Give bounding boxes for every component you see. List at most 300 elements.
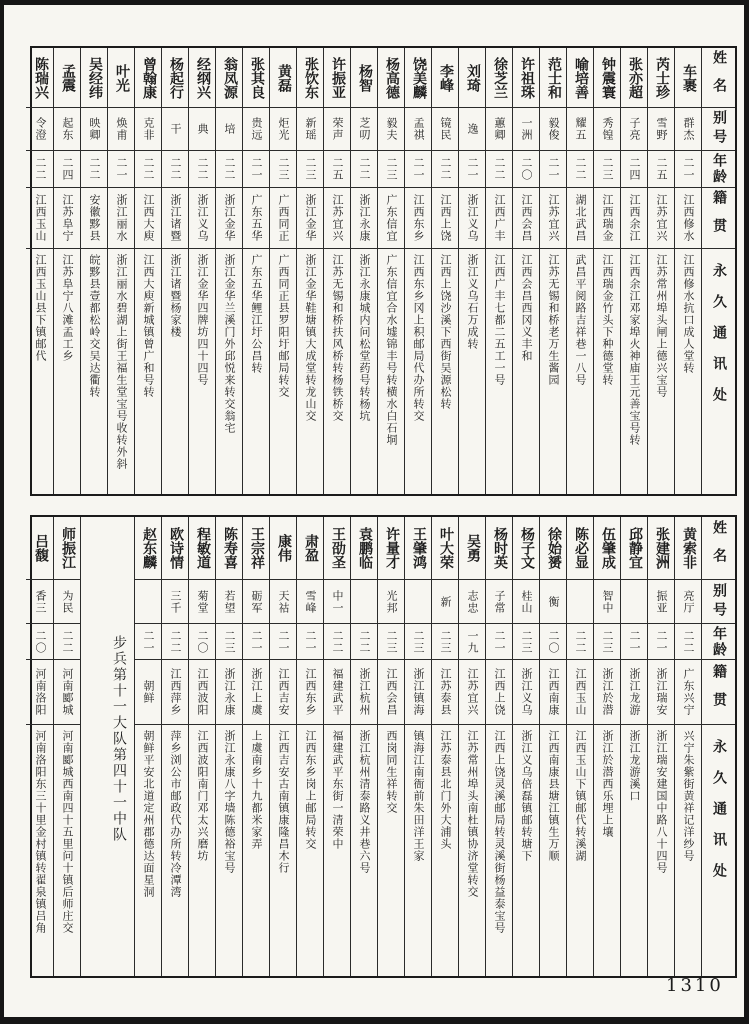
person-name: 许量才	[384, 527, 400, 569]
header-address: 永久通讯处	[711, 263, 727, 418]
person-column	[53, 517, 80, 976]
age-cell: 二一	[108, 151, 134, 188]
alias-cell: 芝叨	[351, 108, 377, 151]
address-cell: 江西波阳南门邓太兴磨坊	[196, 730, 209, 862]
native-cell: 浙江永康	[216, 660, 242, 725]
alias-cell: 若望	[216, 580, 242, 624]
name-cell	[351, 517, 377, 580]
name-cell	[135, 517, 161, 580]
person-name: 孟震	[60, 63, 76, 92]
native-cell: 江苏宜兴	[459, 660, 485, 725]
person-column	[539, 48, 566, 494]
native-cell: 江西广丰	[486, 188, 512, 249]
age-cell: 二五	[324, 151, 350, 188]
age-cell: 二一	[459, 151, 485, 188]
native-cell: 浙江龙游	[621, 660, 647, 725]
alias-cell: 天祜	[270, 580, 296, 624]
person-name: 袁鹏临	[357, 527, 373, 569]
age-cell: 二二	[216, 151, 242, 188]
native-cell: 江西上饶	[432, 188, 458, 249]
alias-cell: 镜民	[432, 108, 458, 151]
native-cell: 江西大庾	[135, 188, 161, 249]
name-cell	[567, 48, 593, 108]
age-cell: 二一	[297, 624, 323, 660]
name-cell	[486, 517, 512, 580]
person-column	[269, 517, 296, 976]
name-cell	[324, 517, 350, 580]
age-cell: 二一	[540, 151, 566, 188]
person-column	[647, 517, 674, 976]
name-cell	[648, 48, 674, 108]
alias-cell: 令澄	[26, 108, 53, 151]
scan-edge-left	[0, 0, 4, 1024]
native-cell: 广东五华	[243, 188, 269, 249]
native-cell: 江西会昌	[378, 660, 404, 725]
alias-cell: 蕙卿	[486, 108, 512, 151]
person-column	[188, 517, 215, 976]
address-cell: 萍乡浏公市邮政代办所转冷潭湾	[169, 730, 182, 898]
name-cell	[567, 517, 593, 580]
name-cell	[540, 48, 566, 108]
person-column	[269, 48, 296, 494]
address-cell: 江西吉安古南镇康隆昌木行	[277, 730, 290, 874]
address-cell: 江西修水抗口成人堂转	[682, 254, 695, 374]
native-cell: 江苏阜宁	[54, 188, 80, 249]
address-cell: 广东信宜合水墟锦丰号转横水白石垌	[385, 254, 398, 446]
age-cell: 二二	[54, 624, 80, 660]
age-cell: 二一	[270, 624, 296, 660]
native-cell: 江苏宜兴	[324, 188, 350, 249]
age-cell: 二一	[243, 624, 269, 660]
person-name: 师振江	[60, 527, 76, 569]
age-cell: 二〇	[189, 624, 215, 660]
name-cell	[162, 517, 188, 580]
age-cell: 二三	[297, 151, 323, 188]
address-cell: 浙江永康城内问松堂药号转杨坑	[358, 254, 371, 422]
age-cell: 二二	[486, 151, 512, 188]
alias-cell	[621, 580, 647, 624]
person-name: 叶大荣	[438, 527, 454, 569]
person-name: 张饮东	[303, 56, 319, 99]
person-column	[404, 48, 431, 494]
person-column	[377, 48, 404, 494]
person-name: 张建洲	[654, 527, 670, 569]
name-cell	[108, 48, 134, 108]
person-name: 张亦超	[627, 56, 643, 99]
age-cell: 二二	[567, 151, 593, 188]
age-cell: 二一	[135, 624, 161, 660]
alias-cell: 衡	[540, 580, 566, 624]
address-cell: 浙江义乌石万成转	[466, 254, 479, 350]
name-cell	[675, 48, 701, 108]
address-cell: 上虞南乡十九都米家弄	[250, 730, 263, 850]
age-cell: 二一	[243, 151, 269, 188]
person-name: 陈寿喜	[222, 527, 238, 569]
name-cell	[594, 48, 620, 108]
header-name: 姓名	[702, 517, 735, 580]
age-cell: 二一	[675, 151, 701, 188]
age-cell: 二三	[405, 624, 431, 660]
name-cell	[459, 517, 485, 580]
address-cell: 福建武平东街一清荣中	[331, 730, 344, 850]
alias-cell: 孟祺	[405, 108, 431, 151]
person-column	[350, 48, 377, 494]
alias-cell: 贵远	[243, 108, 269, 151]
person-name: 杨高德	[384, 56, 400, 99]
native-cell: 福建武平	[324, 660, 350, 725]
native-cell: 浙江镇海	[405, 660, 431, 725]
name-cell	[513, 517, 539, 580]
name-cell	[243, 48, 269, 108]
person-column	[134, 517, 161, 976]
name-cell	[513, 48, 539, 108]
person-name: 黄索非	[681, 527, 697, 569]
age-cell: 二三	[378, 624, 404, 660]
person-column	[512, 48, 539, 494]
native-cell: 浙江永康	[351, 188, 377, 249]
header-alias: 别号	[702, 108, 735, 151]
address-cell: 江西余江邓家埠火神庙王元善宝号转	[628, 254, 641, 446]
alias-cell: 砺军	[243, 580, 269, 624]
name-cell	[675, 517, 701, 580]
person-column	[26, 517, 53, 976]
person-column	[161, 517, 188, 976]
scan-edge-bottom	[0, 1017, 749, 1024]
age-cell: 二二	[189, 151, 215, 188]
person-column	[161, 48, 188, 494]
age-cell: 二一	[405, 151, 431, 188]
alias-cell: 菊堂	[189, 580, 215, 624]
native-cell: 江西东乡	[297, 660, 323, 725]
age-cell: 二二	[162, 151, 188, 188]
native-cell: 浙江金华	[216, 188, 242, 249]
person-name: 李峰	[438, 63, 454, 92]
native-cell: 浙江义乌	[189, 188, 215, 249]
address-cell: 浙江诸暨杨家楼	[169, 254, 182, 338]
person-column	[323, 517, 350, 976]
name-cell	[486, 48, 512, 108]
native-cell: 浙江丽水	[108, 188, 134, 249]
address-cell: 浙江金华鞋塘镇大成堂转龙山交	[304, 254, 317, 422]
native-cell: 浙江金华	[297, 188, 323, 249]
person-name: 车裹	[681, 63, 697, 92]
header-alias: 别号	[702, 580, 735, 624]
alias-cell	[405, 580, 431, 624]
alias-cell: 焕甫	[108, 108, 134, 151]
native-cell: 浙江於潜	[594, 660, 620, 725]
person-name: 喻培善	[573, 56, 589, 99]
person-name: 吕馥	[33, 534, 49, 562]
native-cell: 江西玉山	[567, 660, 593, 725]
table-top	[30, 46, 737, 496]
name-cell	[351, 48, 377, 108]
age-cell: 二〇	[540, 624, 566, 660]
age-cell: 二二	[81, 151, 107, 188]
name-cell	[378, 517, 404, 580]
person-column	[485, 48, 512, 494]
address-cell: 武昌平阅路吉祥巷一八号	[574, 254, 587, 386]
name-cell	[621, 517, 647, 580]
person-column	[215, 517, 242, 976]
age-cell: 二二	[567, 624, 593, 660]
person-column	[323, 48, 350, 494]
address-cell: 江西广丰七都二五工一号	[493, 254, 506, 386]
age-cell: 二三	[594, 624, 620, 660]
alias-cell: 雪野	[648, 108, 674, 151]
address-cell: 兴宁朱紫街黄祥记洋纱号	[682, 730, 695, 862]
address-cell: 广东五华鲤江圩公昌转	[250, 254, 263, 374]
address-cell: 河南郾城西南四十五里问十镇后师庄交	[61, 730, 74, 934]
alias-cell: 智中	[594, 580, 620, 624]
person-column	[566, 48, 593, 494]
person-name: 曾翰康	[141, 56, 157, 99]
alias-cell	[351, 580, 377, 624]
alias-cell: 为民	[54, 580, 80, 624]
native-cell: 江苏泰县	[432, 660, 458, 725]
person-name: 康伟	[276, 534, 292, 562]
native-cell: 河南郾城	[54, 660, 80, 725]
person-name: 刘琦	[465, 63, 481, 92]
alias-cell: 毅夫	[378, 108, 404, 151]
age-cell: 二〇	[513, 151, 539, 188]
person-column	[134, 48, 161, 494]
person-name: 吴经纬	[87, 56, 103, 99]
person-name: 陈必显	[573, 527, 589, 569]
alias-cell: 起东	[54, 108, 80, 151]
person-column	[674, 48, 701, 494]
person-name: 邱静宜	[627, 527, 643, 569]
age-cell: 二三	[513, 624, 539, 660]
age-cell: 二二	[351, 624, 377, 660]
address-cell: 江苏常州埠头南杜镇协济堂转交	[466, 730, 479, 898]
name-cell	[594, 517, 620, 580]
person-name: 吴勇	[465, 534, 481, 562]
name-cell	[26, 48, 53, 108]
alias-cell: 香三	[26, 580, 53, 624]
person-name: 黄磊	[276, 63, 292, 92]
person-name: 经纲兴	[195, 56, 211, 99]
age-cell: 二〇	[26, 624, 53, 660]
native-cell: 江苏宜兴	[540, 188, 566, 249]
address-cell: 广西同正县罗阳圩邮局转交	[277, 254, 290, 398]
table-bottom	[30, 515, 737, 978]
page-number: 1310	[666, 975, 724, 996]
native-cell: 江西上饶	[486, 660, 512, 725]
name-cell	[26, 517, 53, 580]
name-cell	[270, 48, 296, 108]
age-cell: 二四	[621, 151, 647, 188]
person-column	[620, 517, 647, 976]
person-name: 王宗祥	[249, 527, 265, 569]
age-cell: 一九	[459, 624, 485, 660]
native-cell: 江苏宜兴	[648, 188, 674, 249]
native-cell: 江西波阳	[189, 660, 215, 725]
person-name: 徐始赟	[546, 527, 562, 569]
age-cell: 二一	[486, 624, 512, 660]
native-cell: 湖北武昌	[567, 188, 593, 249]
person-column	[377, 517, 404, 976]
native-cell: 江西瑞金	[594, 188, 620, 249]
person-name: 杨子文	[519, 527, 535, 569]
name-cell	[378, 48, 404, 108]
header-native: 籍贯	[702, 188, 735, 249]
native-cell: 江西会昌	[513, 188, 539, 249]
alias-cell: 志忠	[459, 580, 485, 624]
header-column	[701, 517, 735, 976]
native-cell: 浙江义乌	[459, 188, 485, 249]
native-cell: 江西修水	[675, 188, 701, 249]
native-cell: 朝鲜	[135, 660, 161, 725]
person-name: 许祖珠	[519, 56, 535, 99]
person-column	[539, 517, 566, 976]
person-column	[296, 517, 323, 976]
alias-cell: 培	[216, 108, 242, 151]
person-column	[458, 48, 485, 494]
person-name: 王肇鸿	[411, 527, 427, 569]
address-cell: 江西瑞金竹头下种德堂转	[601, 254, 614, 386]
name-cell	[405, 517, 431, 580]
person-column	[188, 48, 215, 494]
person-name: 程敏道	[195, 527, 211, 569]
address-cell: 浙江杭州清泰路义井巷六号	[358, 730, 371, 874]
native-cell: 广东信宜	[378, 188, 404, 249]
person-name: 范士和	[546, 56, 562, 99]
native-cell: 浙江上虞	[243, 660, 269, 725]
address-cell: 江西东乡冈上积邮局代办所转交	[412, 254, 425, 422]
age-cell: 二三	[594, 151, 620, 188]
alias-cell	[567, 580, 593, 624]
person-name: 叶光	[114, 63, 130, 92]
native-cell: 广西同正	[270, 188, 296, 249]
address-cell: 江西玉山下镇邮代转溪湖	[574, 730, 587, 862]
alias-cell: 桂山	[513, 580, 539, 624]
age-cell: 二三	[216, 624, 242, 660]
native-cell: 浙江义乌	[513, 660, 539, 725]
address-cell: 江苏泰县北门外大浦头	[439, 730, 452, 850]
age-cell: 二三	[270, 151, 296, 188]
age-cell: 二二	[26, 151, 53, 188]
person-column	[404, 517, 431, 976]
address-cell: 河南洛阳东三十里金村镇转翟泉镇吕角	[34, 730, 47, 934]
name-cell	[297, 48, 323, 108]
alias-cell: 荣声	[324, 108, 350, 151]
age-cell: 二三	[432, 624, 458, 660]
alias-cell: 逸	[459, 108, 485, 151]
name-cell	[648, 517, 674, 580]
alias-cell: 耀五	[567, 108, 593, 151]
name-cell	[54, 48, 80, 108]
person-column	[566, 517, 593, 976]
alias-cell: 一洲	[513, 108, 539, 151]
person-column	[674, 517, 701, 976]
name-cell	[432, 48, 458, 108]
person-column	[350, 517, 377, 976]
person-name: 杨时英	[492, 527, 508, 569]
age-cell: 二一	[648, 624, 674, 660]
alias-cell: 亮厅	[675, 580, 701, 624]
person-column	[53, 48, 80, 494]
person-name: 徐芝兰	[492, 56, 508, 99]
header-age: 年龄	[702, 624, 735, 660]
age-cell: 二二	[324, 624, 350, 660]
native-cell: 江西东乡	[405, 188, 431, 249]
alias-cell: 中一	[324, 580, 350, 624]
address-cell: 浙江丽水碧湖上街王福生堂宝号收转外斜	[115, 254, 128, 470]
address-cell: 浙江於潜西乐埋上壤	[601, 730, 614, 838]
age-cell: 二二	[135, 151, 161, 188]
native-cell: 江西吉安	[270, 660, 296, 725]
header-name: 姓名	[702, 48, 735, 108]
header-address: 永久通讯处	[711, 739, 727, 894]
address-cell: 江西上饶灵溪邮局转灵溪街杨益泰宝号	[493, 730, 506, 934]
name-cell	[162, 48, 188, 108]
address-cell: 浙江永康八字墙陈德裕宝号	[223, 730, 236, 874]
alias-cell: 新	[432, 580, 458, 624]
address-cell: 浙江金华兰溪门外邱悦来转交翁宅	[223, 254, 236, 434]
address-cell: 江苏阜宁八滩孟工乡	[61, 254, 74, 362]
address-cell: 浙江金华四牌坊四十四号	[196, 254, 209, 386]
address-cell: 江西大庾新城镇曾广和号转	[142, 254, 155, 398]
header-native: 籍贯	[702, 660, 735, 725]
address-cell: 皖黟县壹都松岭交吴达衢转	[88, 254, 101, 398]
address-cell: 江苏常州埠头闸上德兴宝号	[655, 254, 668, 398]
name-cell	[189, 48, 215, 108]
native-cell: 浙江瑞安	[648, 660, 674, 725]
native-cell: 江西玉山	[26, 188, 53, 249]
age-cell: 二一	[621, 624, 647, 660]
person-column	[485, 517, 512, 976]
person-column	[593, 48, 620, 494]
person-name: 赵东麟	[141, 527, 157, 569]
alias-cell: 雪峰	[297, 580, 323, 624]
unit-label: 步兵第十一大队第四十一中队	[111, 635, 127, 843]
person-name: 钟震寰	[600, 56, 616, 99]
native-cell: 河南洛阳	[26, 660, 53, 725]
person-column	[107, 48, 134, 494]
person-column	[620, 48, 647, 494]
alias-cell: 克非	[135, 108, 161, 151]
name-cell	[540, 517, 566, 580]
native-cell: 江西萍乡	[162, 660, 188, 725]
native-cell: 广东兴宁	[675, 660, 701, 725]
name-cell	[216, 48, 242, 108]
person-name: 欧诗情	[168, 527, 184, 569]
person-name: 芮士珍	[654, 56, 670, 99]
header-column	[701, 48, 735, 494]
person-name: 杨智	[357, 63, 373, 92]
alias-cell	[135, 580, 161, 624]
alias-cell: 干	[162, 108, 188, 151]
age-cell: 二二	[432, 151, 458, 188]
age-cell: 二四	[54, 151, 80, 188]
name-cell	[432, 517, 458, 580]
address-cell: 浙江瑞安建国中路八十四号	[655, 730, 668, 874]
alias-cell: 群杰	[675, 108, 701, 151]
address-cell: 江西东乡岗上邮局转交	[304, 730, 317, 850]
name-cell	[54, 517, 80, 580]
address-cell: 朝鲜平安北道定州郡德达面星洞	[142, 730, 155, 898]
address-cell: 镇海江南衙前朱田洋王家	[412, 730, 425, 862]
person-name: 伍肇成	[600, 527, 616, 569]
person-column	[458, 517, 485, 976]
address-cell: 西岗同生祥转交	[385, 730, 398, 814]
address-cell: 江苏无锡和桥扶风桥转杨铁桥交	[331, 254, 344, 422]
name-cell	[324, 48, 350, 108]
person-column	[431, 48, 458, 494]
age-cell: 二二	[162, 624, 188, 660]
name-cell	[270, 517, 296, 580]
person-column	[296, 48, 323, 494]
